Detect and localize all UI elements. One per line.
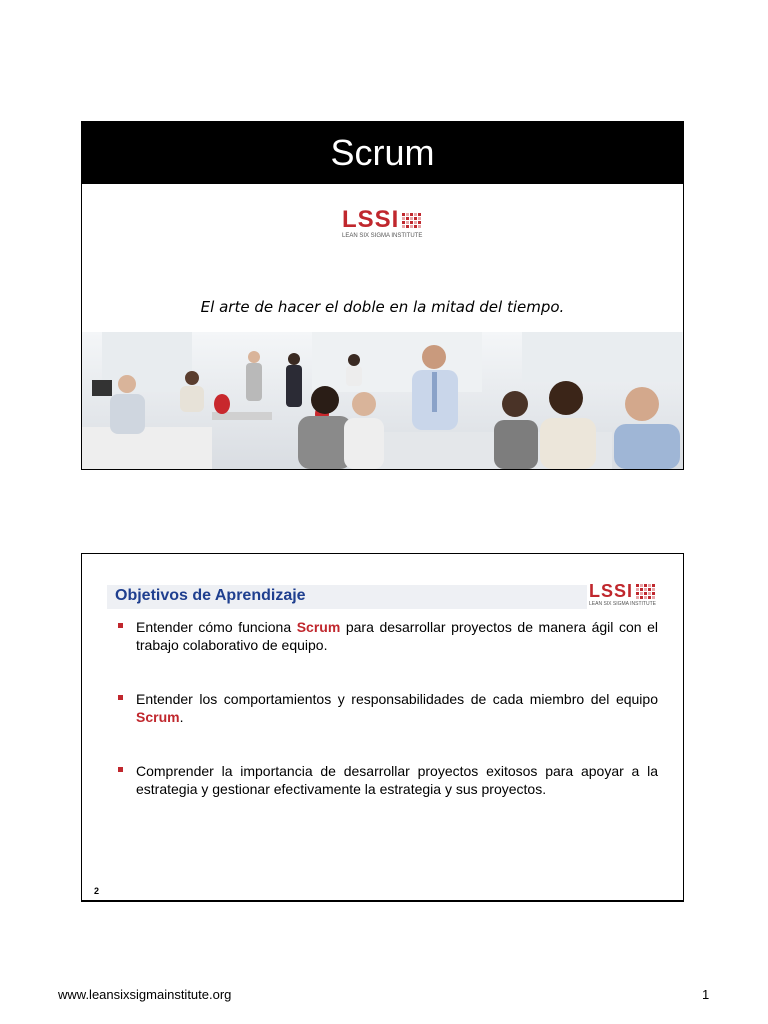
- slide-title-bar: Scrum: [82, 122, 683, 184]
- slide-title: [81, 121, 684, 470]
- lssi-logo: [342, 208, 422, 239]
- slide-objectives: [81, 553, 684, 902]
- logo-grid-icon: [636, 584, 655, 599]
- logo-text: LSSI: [589, 581, 634, 601]
- objectives-list: [118, 618, 658, 834]
- objectives-header: [107, 585, 587, 609]
- lssi-logo-small: [589, 582, 656, 607]
- logo-grid-icon: [402, 213, 421, 228]
- office-team-photo: [82, 332, 683, 469]
- objectives-title: Objetivos de Aprendizaje: [115, 587, 306, 604]
- logo-text: LSSI: [342, 206, 400, 233]
- list-item: Entender los comportamientos y responsabilidades de cada miembro del equipo Scrum.: [118, 690, 658, 726]
- logo-tagline: LEAN SIX SIGMA INSTITUTE: [589, 601, 656, 607]
- list-item: Entender cómo funciona Scrum para desarrollar proyectos de manera ágil con el trabajo colaborativo de equipo.: [118, 618, 658, 654]
- footer-url: www.leansixsigmainstitute.org: [58, 987, 232, 1002]
- slide-subtitle: El arte de hacer el doble en la mitad del tiempo.: [200, 298, 565, 316]
- slide-number: 2: [94, 886, 100, 896]
- logo-tagline: LEAN SIX SIGMA INSTITUTE: [342, 233, 423, 239]
- page-number: 1: [702, 987, 710, 1002]
- list-item: Comprender la importancia de desarrollar proyectos exitosos para apoyar a la estrategia y gestionar efectivamente la estrategia y sus proyectos.: [118, 762, 658, 798]
